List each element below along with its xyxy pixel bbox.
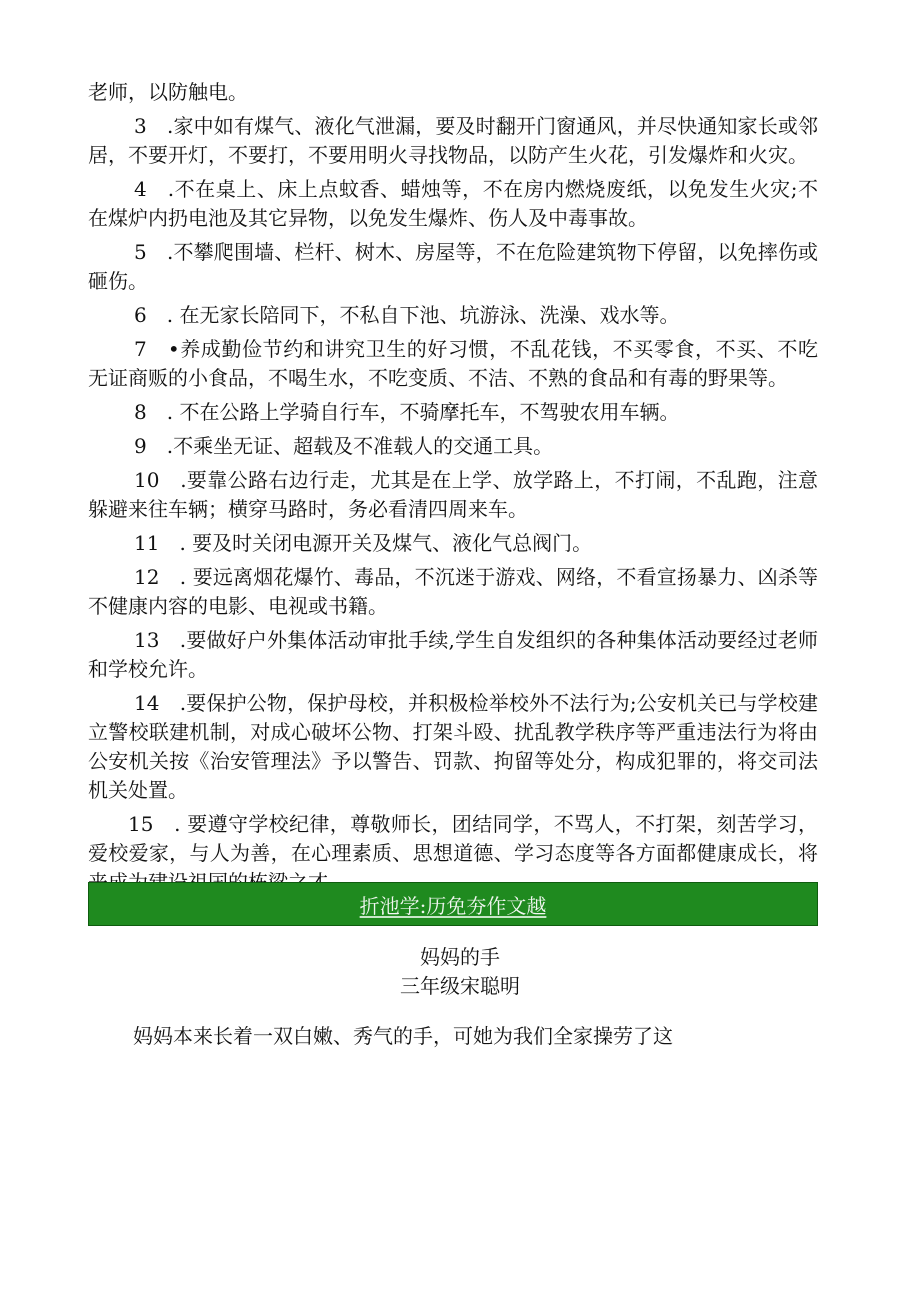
banner-link[interactable]: 折池学:历免夯作文越 (359, 893, 547, 918)
story-first-line: 妈妈本来长着一双白嫩、秀气的手，可她为我们全家操劳了这 (133, 1024, 673, 1048)
rule-item-6: 6 . 在无家长陪同下，不私自下池、坑游泳、洗澡、戏水等。 (134, 303, 680, 327)
story-title: 妈妈的手 (420, 945, 500, 969)
rule-item-10: 10 .要靠公路右边行走，尤其是在上学、放学路上，不打闹，不乱跑，注意躲避来往车辆；横穿马路时，务必看清四周来车。 (88, 468, 818, 521)
rule-item-8: 8 . 不在公路上学骑自行车，不骑摩托车，不驾驶农用车辆。 (134, 400, 680, 424)
story-author: 三年级宋聪明 (400, 974, 520, 998)
rule-item-11: 11 . 要及时关闭电源开关及煤气、液化气总阀门。 (134, 531, 593, 555)
rule-item-9: 9 .不乘坐无证、超载及不准载人的交通工具。 (134, 434, 554, 458)
rule-item-13: 13 .要做好户外集体活动审批手续,学生自发组织的各种集体活动要经过老师和学校允许。 (88, 628, 818, 681)
green-link-banner (88, 882, 818, 926)
rule-item-3: 3 .家中如有煤气、液化气泄漏，要及时翻开门窗通风，并尽快通知家长或邻居，不要开灯，不要打，不要用明火寻找物品，以防产生火花，引发爆炸和火灾。 (88, 114, 818, 167)
rule-item-12: 12 . 要远离烟花爆竹、毒品，不沉迷于游戏、网络，不看宣扬暴力、凶杀等不健康内容的电影、电视或书籍。 (88, 565, 818, 618)
safety-rules-section (88, 78, 818, 902)
rule-item-4: 4 .不在桌上、床上点蚊香、蜡烛等，不在房内燃烧废纸，以免发生火灾;不在煤炉内扔电池及其它异物，以免发生爆炸、伤人及中毒事故。 (88, 177, 818, 230)
rule-item-15: 15 . 要遵守学校纪律，尊敬师长，团结同学，不骂人，不打架，刻苦学习，爱校爱家，与人为善，在心理素质、思想道德、学习态度等各方面都健康成长，将 (88, 812, 818, 865)
rule-item-14: 14 .要保护公物，保护母校，并积极检举校外不法行为;公安机关已与学校建立警校联建机制，对成心破坏公物、打架斗殴、扰乱教学秩序等严重违法行为将由公安机关按《治安管理法》予以警告、罚款、拘留等处分，构成犯罪的，将交司法机关处置。 (88, 691, 818, 802)
rule-item-7: 7 •养成勤俭节约和讲究卫生的好习惯，不乱花钱，不买零食，不买、不吃无证商贩的小食品，不喝生水，不吃变质、不洁、不熟的食品和有毒的野果等。 (88, 337, 818, 390)
rules-intro-text: 老师，以防触电。 (88, 80, 248, 104)
rule-item-5: 5 .不攀爬围墙、栏杆、树木、房屋等，不在危险建筑物下停留，以免摔伤或砸伤。 (88, 240, 818, 293)
